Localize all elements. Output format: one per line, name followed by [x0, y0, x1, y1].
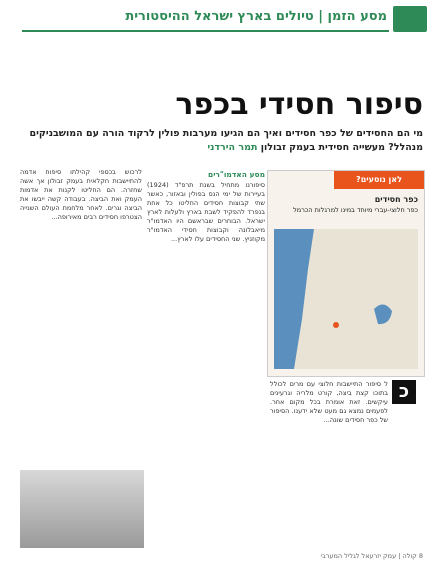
left-para: לרכוש בכספי קהילתו סיפוח אדמה להתיישבות חקלאית בעמק זבולון אך אשה שחזרה. הם החליטו לקנות את אדמות העמק ואת הביצה. בעבודה קשה ייבשו את הביצה וגרים. לאחר מלחמת העולם השנייה הצטרפו חסידים רבים מאירופה...	[20, 168, 142, 221]
historic-photo	[20, 470, 144, 548]
column-middle	[147, 168, 265, 548]
footer: 8 קולה | עמק יזרעאל לגליל המערבי	[320, 552, 423, 560]
intro-para: ל סיפור התיישבות חלוצי עם מרים לכולל בתוכו קצת ביצה, קורט מלריה וגרעינים עיקשים. זאת אומרת בכל מקום אחר. לפעמים נמצא גם מעט שלא ידענו. הסיפור של כפר חסידים שונה...	[270, 380, 388, 424]
map-place: כפר חסידים	[374, 195, 418, 204]
map-label: לאן נוסעים?	[334, 171, 424, 189]
map-desc: כפר חלוצי-עברי מיוחד במינו למרגלות הכרמל	[293, 206, 418, 214]
mid-heading: מסע האדמו"רים	[207, 170, 265, 179]
header-title: מסע הזמן | טיולים בארץ ישראל ההיסטורית	[125, 9, 387, 24]
article-subtitle	[23, 127, 423, 155]
drop-cap: כ	[392, 380, 416, 404]
author: תמר הירדני	[207, 142, 258, 153]
subtitle-text: מי הם החסידים של כפר חסידים ואיך הם הגיעו מערבות פולין לרקוד הורה עם המושבניקים מנהלל? מעשייה חסידית בעמק זבולון	[29, 128, 423, 153]
header-rule	[22, 30, 389, 32]
header-logo-box	[393, 6, 427, 32]
map-land	[294, 229, 418, 369]
column-left	[20, 168, 142, 498]
mid-para: סיפורנו מתחיל בשנת תרפ"ד (1924) בעיירות של ימי הנס בפולין ובאזור, כאשר שתי קבוצות חסידים החליטו כל אחת בנפרד להפקיד לשבת בארץ ולעלות לארץ ישראל. הבוחרים שבראשם היו האדמו"ר מיאבלונה וקבוצות חסידי האדמו"ר מקוזניץ. שני החסידים עלו לארץ...	[147, 181, 265, 243]
column-right	[270, 380, 388, 540]
map-illustration	[274, 229, 418, 369]
map-pin-icon	[333, 322, 339, 328]
article-title: סיפור חסידי בכפר	[175, 87, 423, 122]
map-box	[267, 170, 425, 377]
